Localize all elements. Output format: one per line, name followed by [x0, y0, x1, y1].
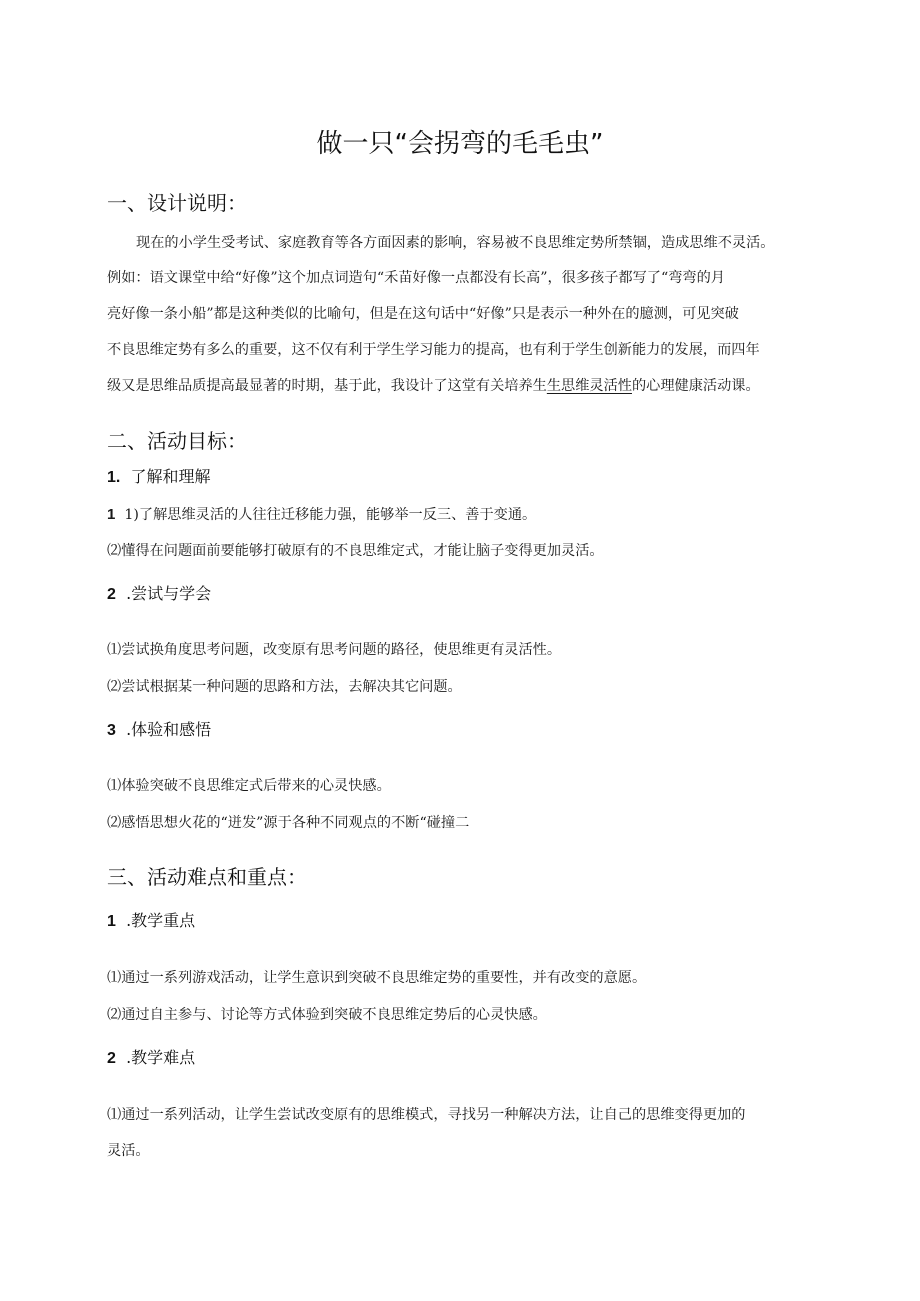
goals-subheading-3: [107, 719, 211, 742]
design-paragraph-line-1: 现在的小学生受考试、家庭教育等各方面因素的影响，容易被不良思维定势所禁锢，造成思维不灵活。: [136, 235, 775, 251]
keypoints-subheading-1: [107, 910, 195, 933]
keypoints-sub1-item-1: ⑴通过一系列游戏活动，让学生意识到突破不良思维定势的重要性，并有改变的意愿。: [107, 970, 647, 986]
goals-sub1-item-2: ⑵懂得在问题面前要能够打破原有的不良思维定式，才能让脑子变得更加灵活。: [107, 543, 604, 559]
goals-sub1-item1-number: 1: [107, 506, 116, 523]
goals-sub2-item-1: ⑴尝试换角度思考问题，改变原有思考问题的路径，使思维更有灵活性。: [107, 642, 562, 658]
keypoints-sub1-number: 1: [107, 913, 116, 930]
design-underlined-phrase: 生思维灵活性: [546, 378, 632, 394]
keypoints-sub2-label: .教学难点: [126, 1048, 196, 1067]
goals-sub1-item-1: [107, 505, 536, 525]
goals-sub1-item1-text: 1)了解思维灵活的人往往迁移能力强，能够举一反三、善于变通。: [124, 507, 537, 523]
goals-sub3-label: .体验和感悟: [126, 720, 212, 739]
keypoints-sub2-number: 2: [107, 1050, 116, 1067]
goals-sub1-label: 了解和理解: [130, 467, 211, 486]
goals-sub3-item-1: ⑴体验突破不良思维定式后带来的心灵快感。: [107, 778, 391, 794]
goals-sub2-item-2: ⑵尝试根据某一种问题的思路和方法，去解决其它问题。: [107, 679, 462, 695]
design-last-line-post: 的心理健康活动课。: [631, 378, 760, 394]
section-heading-keypoints: 三、活动难点和重点：: [107, 865, 307, 889]
goals-sub2-number: 2: [107, 586, 116, 603]
goals-sub3-item-2: ⑵感悟思想火花的“迸发”源于各种不同观点的不断“碰撞二: [107, 815, 470, 831]
design-paragraph-line-3: 亮好像一条小船”都是这种类似的比喻句，但是在这句话中“好像”只是表示一种外在的臆测，可见突破: [107, 306, 739, 322]
design-paragraph-line-4: 不良思维定势有多么的重要，这不仅有利于学生学习能力的提高，也有利于学生创新能力的发展，而四年: [107, 342, 760, 358]
goals-sub3-number: 3: [107, 722, 116, 739]
design-paragraph-line-5: [107, 376, 760, 396]
goals-sub2-label: .尝试与学会: [126, 584, 212, 603]
design-last-line-pre: 级又是思维品质提高最显著的时期，基于此，我设计了这堂有关培养生: [107, 378, 547, 394]
keypoints-sub2-item-1-line-2: 灵活。: [107, 1143, 150, 1159]
keypoints-sub2-item-1-line-1: ⑴通过一系列活动，让学生尝试改变原有的思维模式，寻找另一种解决方法，让自己的思维变得更加的: [107, 1107, 746, 1123]
goals-subheading-2: [107, 583, 211, 606]
keypoints-subheading-2: [107, 1047, 195, 1070]
section-heading-goals: 二、活动目标：: [107, 429, 247, 453]
design-paragraph-line-2: 例如：语文课堂中给“好像”这个加点词造句“禾苗好像一点都没有长高”，很多孩子都写了“弯弯的月: [107, 270, 725, 286]
keypoints-sub1-label: .教学重点: [126, 911, 196, 930]
document-title: 做一只“会拐弯的毛毛虫”: [316, 129, 604, 159]
goals-subheading-1: [107, 466, 211, 489]
keypoints-sub1-item-2: ⑵通过自主参与、讨论等方式体验到突破不良思维定势后的心灵快感。: [107, 1007, 547, 1023]
goals-sub1-number: 1.: [107, 469, 121, 486]
section-heading-design: 一、设计说明：: [107, 191, 247, 215]
